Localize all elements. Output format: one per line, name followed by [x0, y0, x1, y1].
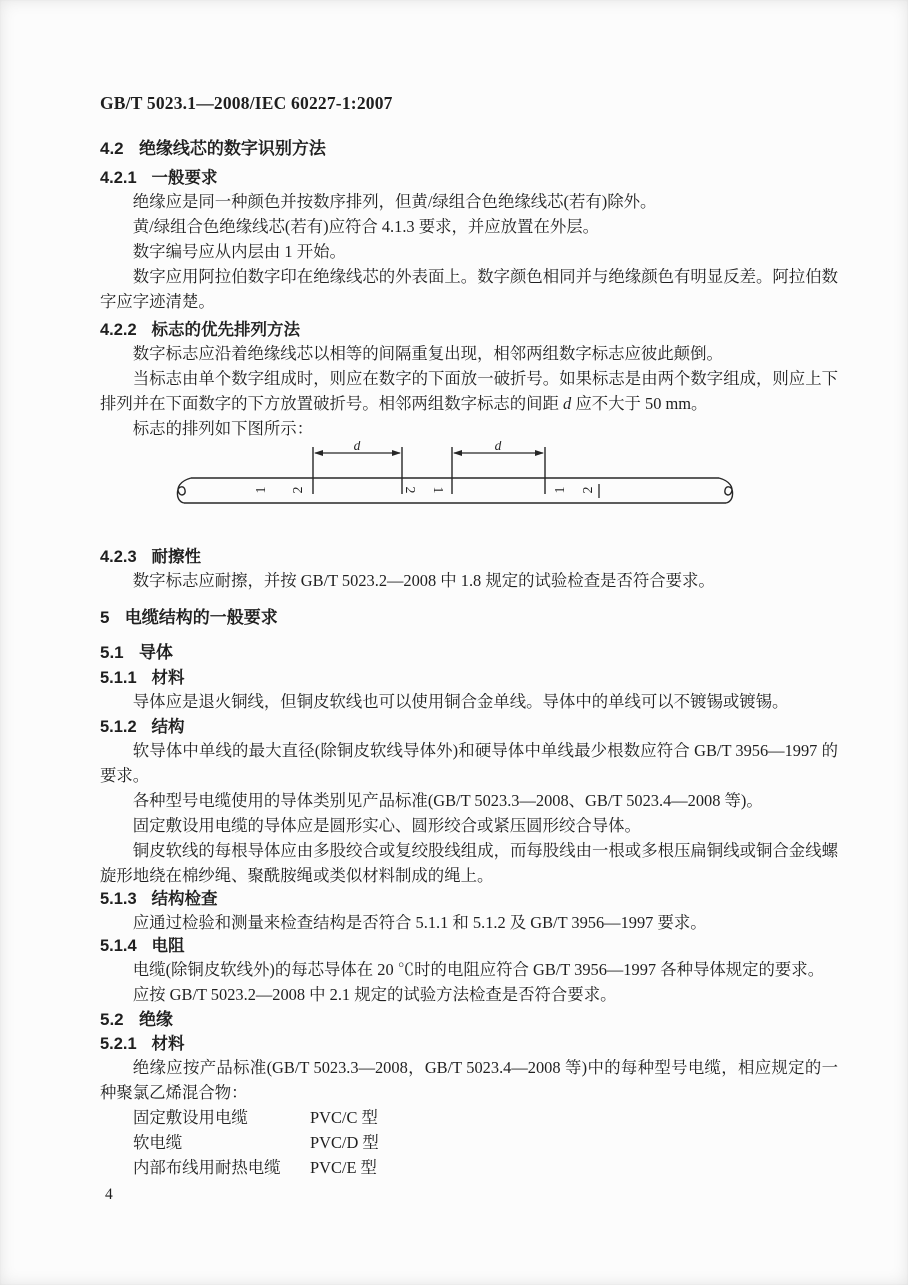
cable-right-end-loop	[719, 478, 733, 503]
paragraph: 应按 GB/T 5023.2—2008 中 2.1 规定的试验方法检查是否符合要求。	[132, 985, 617, 1004]
paragraph: 导体应是退火铜线，但铜皮软线也可以使用铜合金单线。导体中的单线可以不镀锡或镀锡。	[132, 692, 789, 711]
paragraph: 数字应用阿拉伯数字印在绝缘线芯的外表面上。数字颜色相同并与绝缘颜色有明显反差。阿拉伯数字应字迹清楚。	[100, 267, 838, 311]
heading-title: 绝缘	[138, 1010, 173, 1029]
heading-title: 结构	[151, 718, 185, 736]
heading-4-2-3	[100, 546, 838, 568]
heading-title: 耐擦性	[151, 548, 202, 566]
heading-number: 5.1.1	[100, 669, 137, 687]
heading-4-2-2	[100, 319, 838, 341]
heading-5-1-3	[100, 888, 838, 910]
heading-title: 电缆结构的一般要求	[124, 608, 278, 627]
heading-number: 5.1.4	[100, 937, 137, 955]
paragraph: 绝缘应是同一种颜色并按数序排列，但黄/绿组合色绝缘线芯(若有)除外。	[132, 192, 657, 211]
heading-title: 电阻	[151, 937, 185, 955]
paragraph: 标志的排列如下图所示：	[132, 419, 314, 438]
paragraph	[100, 366, 838, 416]
cable-marking-diagram	[175, 441, 735, 516]
heading-title: 一般要求	[151, 169, 218, 187]
heading-title: 导体	[138, 643, 173, 662]
cable-left-end-loop	[177, 478, 191, 503]
heading-5-2	[100, 1009, 838, 1031]
heading-number: 4.2	[100, 139, 124, 158]
cable-mark-digit: 2	[291, 486, 306, 494]
dimension-label-d-1: d	[353, 441, 361, 453]
pvc-type-value: PVC/D 型	[310, 1133, 379, 1152]
paragraph: 黄/绿组合色绝缘线芯(若有)应符合 4.1.3 要求，并应放置在外层。	[132, 217, 600, 236]
heading-4-2	[100, 138, 838, 160]
heading-5-1-4	[100, 935, 838, 957]
paragraph: 应通过检验和测量来检查结构是否符合 5.1.1 和 5.1.2 及 GB/T 3956—1997 要求。	[132, 913, 707, 932]
paragraph: 数字编号应从内层由 1 开始。	[132, 242, 346, 261]
paragraph: 数字标志应沿着绝缘线芯以相等的间隔重复出现，相邻两组数字标志应彼此颠倒。	[132, 344, 723, 363]
heading-number: 5.1	[100, 643, 124, 662]
heading-number: 5.1.2	[100, 718, 137, 736]
paragraph: 各种型号电缆使用的导体类别见产品标准(GB/T 5023.3—2008、GB/T 5023.4—2008 等)。	[132, 791, 763, 810]
cable-mark-digit: 1	[254, 486, 269, 494]
pvc-type-value: PVC/E 型	[310, 1158, 377, 1177]
paragraph: 数字标志应耐擦，并按 GB/T 5023.2—2008 中 1.8 规定的试验检查是否符合要求。	[132, 571, 715, 590]
cable-mark-digit: 2	[581, 486, 596, 494]
heading-number: 5.1.3	[100, 890, 137, 908]
heading-title: 标志的优先排列方法	[151, 321, 301, 339]
heading-number: 5.2.1	[100, 1035, 137, 1053]
paragraph: 绝缘应按产品标准(GB/T 5023.3—2008，GB/T 5023.4—2008 等)中的每种型号电缆，相应规定的一种聚氯乙烯混合物：	[100, 1058, 838, 1102]
heading-number: 4.2.1	[100, 169, 137, 187]
paragraph-text: 应不大于 50 mm。	[571, 394, 708, 413]
heading-5-1	[100, 642, 838, 664]
arrowhead-left	[314, 450, 323, 456]
heading-title: 绝缘线芯的数字识别方法	[138, 139, 326, 158]
pvc-type-row	[100, 1155, 838, 1180]
paragraph: 铜皮软线的每根导体应由多股绞合或复绞股线组成，而每股线由一根或多根压扁铜线或铜合金线螺旋形地绕在棉纱绳、聚酰胺绳或类似材料制成的绳上。	[100, 841, 838, 885]
heading-5-1-1	[100, 667, 838, 689]
page-number: 4	[105, 1186, 113, 1203]
cable-marking-figure	[175, 441, 735, 516]
pvc-type-row	[100, 1130, 838, 1155]
heading-4-2-1	[100, 167, 838, 189]
cable-kind-label: 内部布线用耐热电缆	[133, 1158, 281, 1177]
pvc-type-value: PVC/C 型	[310, 1108, 378, 1127]
heading-5-1-2	[100, 716, 838, 738]
heading-5	[100, 606, 838, 630]
heading-number: 4.2.2	[100, 321, 137, 339]
heading-5-2-1	[100, 1033, 838, 1055]
cable-kind-label: 软电缆	[133, 1133, 183, 1152]
arrowhead-right	[535, 450, 544, 456]
heading-title: 材料	[151, 1035, 185, 1053]
heading-number: 5.2	[100, 1010, 124, 1029]
pvc-type-row	[100, 1105, 838, 1130]
cable-mark-digit: 1	[430, 486, 445, 494]
heading-title: 结构检查	[151, 890, 218, 908]
paragraph: 软导体中单线的最大直径(除铜皮软线导体外)和硬导体中单线最少根数应符合 GB/T 3956—1997 的要求。	[100, 741, 838, 785]
heading-number: 4.2.3	[100, 548, 137, 566]
cable-kind-label: 固定敷设用电缆	[133, 1108, 248, 1127]
heading-number: 5	[100, 608, 110, 627]
arrowhead-left	[453, 450, 462, 456]
arrowhead-right	[392, 450, 401, 456]
dimension-label-d-2: d	[494, 441, 502, 453]
paragraph: 电缆(除铜皮软线外)的每芯导体在 20 ℃时的电阻应符合 GB/T 3956—1997 各种导体规定的要求。	[132, 960, 825, 979]
paragraph: 固定敷设用电缆的导体应是圆形实心、圆形绞合或紧压圆形绞合导体。	[132, 816, 641, 835]
cable-mark-digit: 1	[553, 486, 568, 494]
cable-mark-digit: 2	[402, 486, 417, 494]
standard-number-header: GB/T 5023.1—2008/IEC 60227-1:2007	[100, 93, 393, 113]
heading-title: 材料	[151, 669, 185, 687]
paragraph-text: 当标志由单个数字组成时，则应在数字的下面放一破折号。如果标志是由两个数字组成，则应上下排列并在下面数字的下方放置破折号。相邻两组数字标志的间距	[100, 369, 838, 413]
variable-d: d	[563, 394, 572, 413]
